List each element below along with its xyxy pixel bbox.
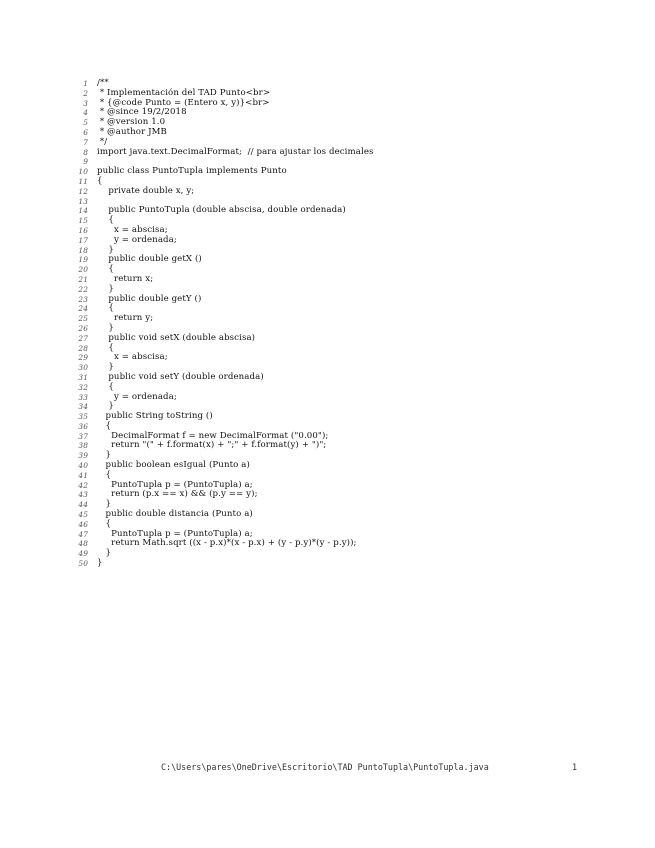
code-text: public boolean esIgual (Punto a) (97, 460, 250, 471)
code-text: { (97, 215, 114, 226)
line-number: 43 (78, 490, 88, 500)
code-text: PuntoTupla p = (PuntoTupla) a; (97, 479, 253, 490)
line-number: 18 (78, 245, 88, 255)
line-number: 39 (78, 451, 88, 461)
line-number: 47 (78, 529, 88, 539)
footer-file-path: C:\Users\pares\OneDrive\Escritorio\TAD PuntoTupla\PuntoTupla.java (161, 762, 489, 772)
code-text: } (97, 283, 114, 294)
code-text: return (p.x == x) && (p.y == y); (97, 489, 258, 500)
code-text: public double distancia (Punto a) (97, 509, 253, 520)
code-text: } (97, 401, 114, 412)
code-text: { (97, 420, 112, 431)
line-number: 20 (78, 265, 88, 275)
code-line (70, 441, 610, 451)
line-number: 41 (78, 470, 88, 480)
line-number: 10 (78, 167, 88, 177)
code-text: public void setY (double ordenada) (97, 371, 264, 382)
code-text: * @author JMB (97, 126, 167, 137)
code-line (70, 412, 610, 422)
code-text: return x; (97, 273, 154, 284)
code-text: x = abscisa; (97, 352, 168, 363)
line-number: 29 (78, 353, 88, 363)
line-number: 13 (78, 196, 88, 206)
code-line (70, 393, 610, 403)
code-text: { (97, 175, 103, 186)
code-text: public void setX (double abscisa) (97, 332, 256, 343)
line-number: 37 (78, 431, 88, 441)
line-number: 8 (83, 147, 88, 157)
page-footer (0, 762, 655, 774)
line-number: 16 (78, 225, 88, 235)
code-text: * @version 1.0 (97, 117, 166, 128)
line-number: 45 (78, 510, 88, 520)
code-line (70, 334, 610, 344)
line-number: 5 (83, 118, 88, 128)
line-number: 17 (78, 235, 88, 245)
code-text: * Implementación del TAD Punto<br> (97, 87, 271, 98)
code-text: } (97, 362, 114, 373)
line-number: 24 (78, 304, 88, 314)
code-text: */ (97, 136, 108, 147)
line-number: 38 (78, 441, 88, 451)
code-text: return Math.sqrt ((x - p.x)*(x - p.x) + (y - p.y)*(y - p.y)); (97, 538, 357, 549)
code-text: DecimalFormat f = new DecimalFormat ("0.00"); (97, 430, 329, 441)
code-text: x = abscisa; (97, 224, 168, 235)
line-number: 21 (78, 274, 88, 284)
code-text: public double getY () (97, 293, 202, 304)
line-number: 6 (83, 127, 88, 137)
line-number: 25 (78, 314, 88, 324)
line-number: 35 (78, 412, 88, 422)
code-text: * @since 19/2/2018 (97, 107, 187, 118)
line-number: 22 (78, 284, 88, 294)
line-number: 48 (78, 539, 88, 549)
line-number: 33 (78, 392, 88, 402)
code-text: public PuntoTupla (double abscisa, double ordenada) (97, 205, 346, 216)
line-number: 27 (78, 333, 88, 343)
code-line (70, 353, 610, 363)
line-number: 26 (78, 323, 88, 333)
line-number: 23 (78, 294, 88, 304)
code-line (70, 295, 610, 305)
code-line (70, 148, 610, 158)
code-line (70, 236, 610, 246)
code-text: } (97, 499, 112, 510)
line-number: 32 (78, 382, 88, 392)
code-text: * {@code Punto = (Entero x, y)}<br> (97, 97, 270, 108)
line-number: 12 (78, 186, 88, 196)
code-line (70, 314, 610, 324)
line-number: 50 (78, 559, 88, 569)
line-number: 40 (78, 461, 88, 471)
line-number: 42 (78, 480, 88, 490)
code-text: PuntoTupla p = (PuntoTupla) a; (97, 528, 253, 539)
line-number: 49 (78, 549, 88, 559)
line-number: 14 (78, 206, 88, 216)
code-line (70, 255, 610, 265)
code-line (70, 510, 610, 520)
code-text: { (97, 518, 112, 529)
code-text: } (97, 450, 112, 461)
line-number: 28 (78, 343, 88, 353)
line-number: 11 (78, 176, 88, 186)
code-text: } (97, 548, 112, 559)
line-number: 15 (78, 216, 88, 226)
code-line (70, 490, 610, 500)
code-text: } (97, 558, 103, 569)
line-number: 3 (83, 98, 88, 108)
line-number: 19 (78, 255, 88, 265)
code-line (70, 128, 610, 138)
code-line (70, 373, 610, 383)
line-number: 7 (83, 137, 88, 147)
code-text: public class PuntoTupla implements Punto (97, 166, 287, 177)
line-number: 46 (78, 519, 88, 529)
code-text: { (97, 342, 114, 353)
code-line (70, 539, 610, 549)
code-line (70, 559, 610, 569)
line-number: 34 (78, 402, 88, 412)
line-number: 4 (83, 108, 88, 118)
code-text: return y; (97, 313, 154, 324)
code-text: public String toString () (97, 411, 213, 422)
code-text: return "(" + f.format(x) + ";" + f.format(y) + ")"; (97, 440, 327, 451)
line-number: 44 (78, 500, 88, 510)
line-number: 1 (83, 79, 88, 88)
code-listing (70, 79, 610, 569)
code-text: { (97, 469, 112, 480)
line-number: 9 (83, 157, 88, 167)
line-number: 30 (78, 363, 88, 373)
code-text: } (97, 244, 114, 255)
line-number: 2 (83, 88, 88, 98)
code-text: import java.text.DecimalFormat; // para ajustar los decimales (97, 146, 374, 157)
code-text: private double x, y; (97, 185, 195, 196)
footer-page-number: 1 (572, 762, 578, 772)
code-line (70, 206, 610, 216)
code-line (70, 549, 610, 559)
code-line (70, 167, 610, 177)
code-text: { (97, 264, 114, 275)
code-text: /** (97, 78, 109, 88)
code-text: { (97, 381, 114, 392)
line-number: 31 (78, 372, 88, 382)
code-line (70, 187, 610, 197)
code-line (70, 461, 610, 471)
code-text: y = ordenada; (97, 234, 177, 245)
line-number: 36 (78, 421, 88, 431)
code-text: } (97, 322, 114, 333)
code-text: public double getX () (97, 254, 202, 265)
code-text: { (97, 303, 114, 314)
code-text: y = ordenada; (97, 391, 177, 402)
code-line (70, 275, 610, 285)
